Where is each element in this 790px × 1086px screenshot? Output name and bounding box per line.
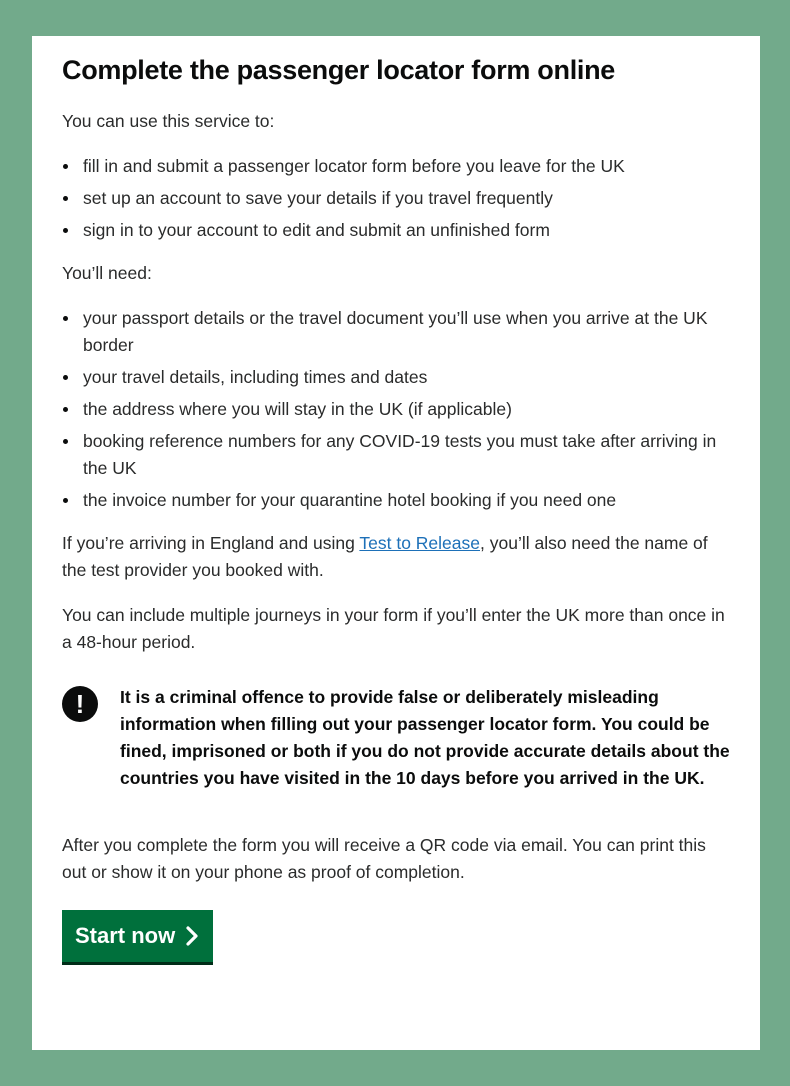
england-text-start: If you’re arriving in England and using bbox=[62, 533, 360, 553]
warning-callout bbox=[62, 684, 730, 792]
chevron-right-icon bbox=[185, 926, 199, 946]
bullet-icon bbox=[63, 439, 68, 444]
requirements-list bbox=[62, 305, 730, 514]
bullet-icon bbox=[63, 164, 68, 169]
bullet-icon bbox=[63, 196, 68, 201]
bullet-icon bbox=[63, 228, 68, 233]
after-text: After you complete the form you will receive a QR code via email. You can print this out or show it on your phone as proof of completion. bbox=[62, 835, 706, 882]
list-item bbox=[62, 185, 730, 212]
list-item-text: sign in to your account to edit and submit an unfinished form bbox=[83, 220, 550, 240]
list-item bbox=[62, 396, 730, 423]
list-item-text: booking reference numbers for any COVID-19 tests you must take after arriving in the UK bbox=[83, 431, 717, 478]
content-card bbox=[32, 36, 760, 1050]
list-item bbox=[62, 428, 730, 482]
start-now-label: Start now bbox=[75, 923, 176, 948]
intro-text: You can use this service to: bbox=[62, 111, 275, 131]
bullet-icon bbox=[63, 498, 68, 503]
england-text-end: , you’ll also need the name of the test provider you booked with. bbox=[62, 533, 708, 580]
service-list bbox=[62, 153, 730, 244]
list-item bbox=[62, 153, 730, 180]
list-item-text: your travel details, including times and dates bbox=[83, 367, 428, 387]
list-item-text: your passport details or the travel document you’ll use when you arrive at the UK border bbox=[83, 308, 708, 355]
list-item-text: set up an account to save your details if you travel frequently bbox=[83, 188, 553, 208]
list-item bbox=[62, 487, 730, 514]
bullet-icon bbox=[63, 316, 68, 321]
warning-text: It is a criminal offence to provide false or deliberately misleading information when filling out your passenger locator form. You could be fined, imprisoned or both if you do not provide accurate details about the countries you have visited in the 10 days before you arrived in the UK. bbox=[120, 687, 730, 788]
list-item bbox=[62, 364, 730, 391]
need-intro-text: You’ll need: bbox=[62, 263, 152, 283]
list-item-text: the invoice number for your quarantine hotel booking if you need one bbox=[83, 490, 617, 510]
bullet-icon bbox=[63, 407, 68, 412]
bullet-icon bbox=[63, 375, 68, 380]
start-now-button[interactable] bbox=[62, 910, 213, 962]
journeys-text: You can include multiple journeys in your form if you’ll enter the UK more than once in a 48-hour period. bbox=[62, 605, 725, 652]
warning-icon: ! bbox=[62, 686, 98, 722]
test-to-release-link[interactable]: Test to Release bbox=[359, 533, 480, 553]
list-item bbox=[62, 217, 730, 244]
list-item-text: fill in and submit a passenger locator form before you leave for the UK bbox=[83, 156, 625, 176]
list-item-text: the address where you will stay in the UK (if applicable) bbox=[83, 399, 512, 419]
england-text bbox=[62, 530, 730, 584]
page-title: Complete the passenger locator form online bbox=[62, 55, 616, 85]
list-item bbox=[62, 305, 730, 359]
